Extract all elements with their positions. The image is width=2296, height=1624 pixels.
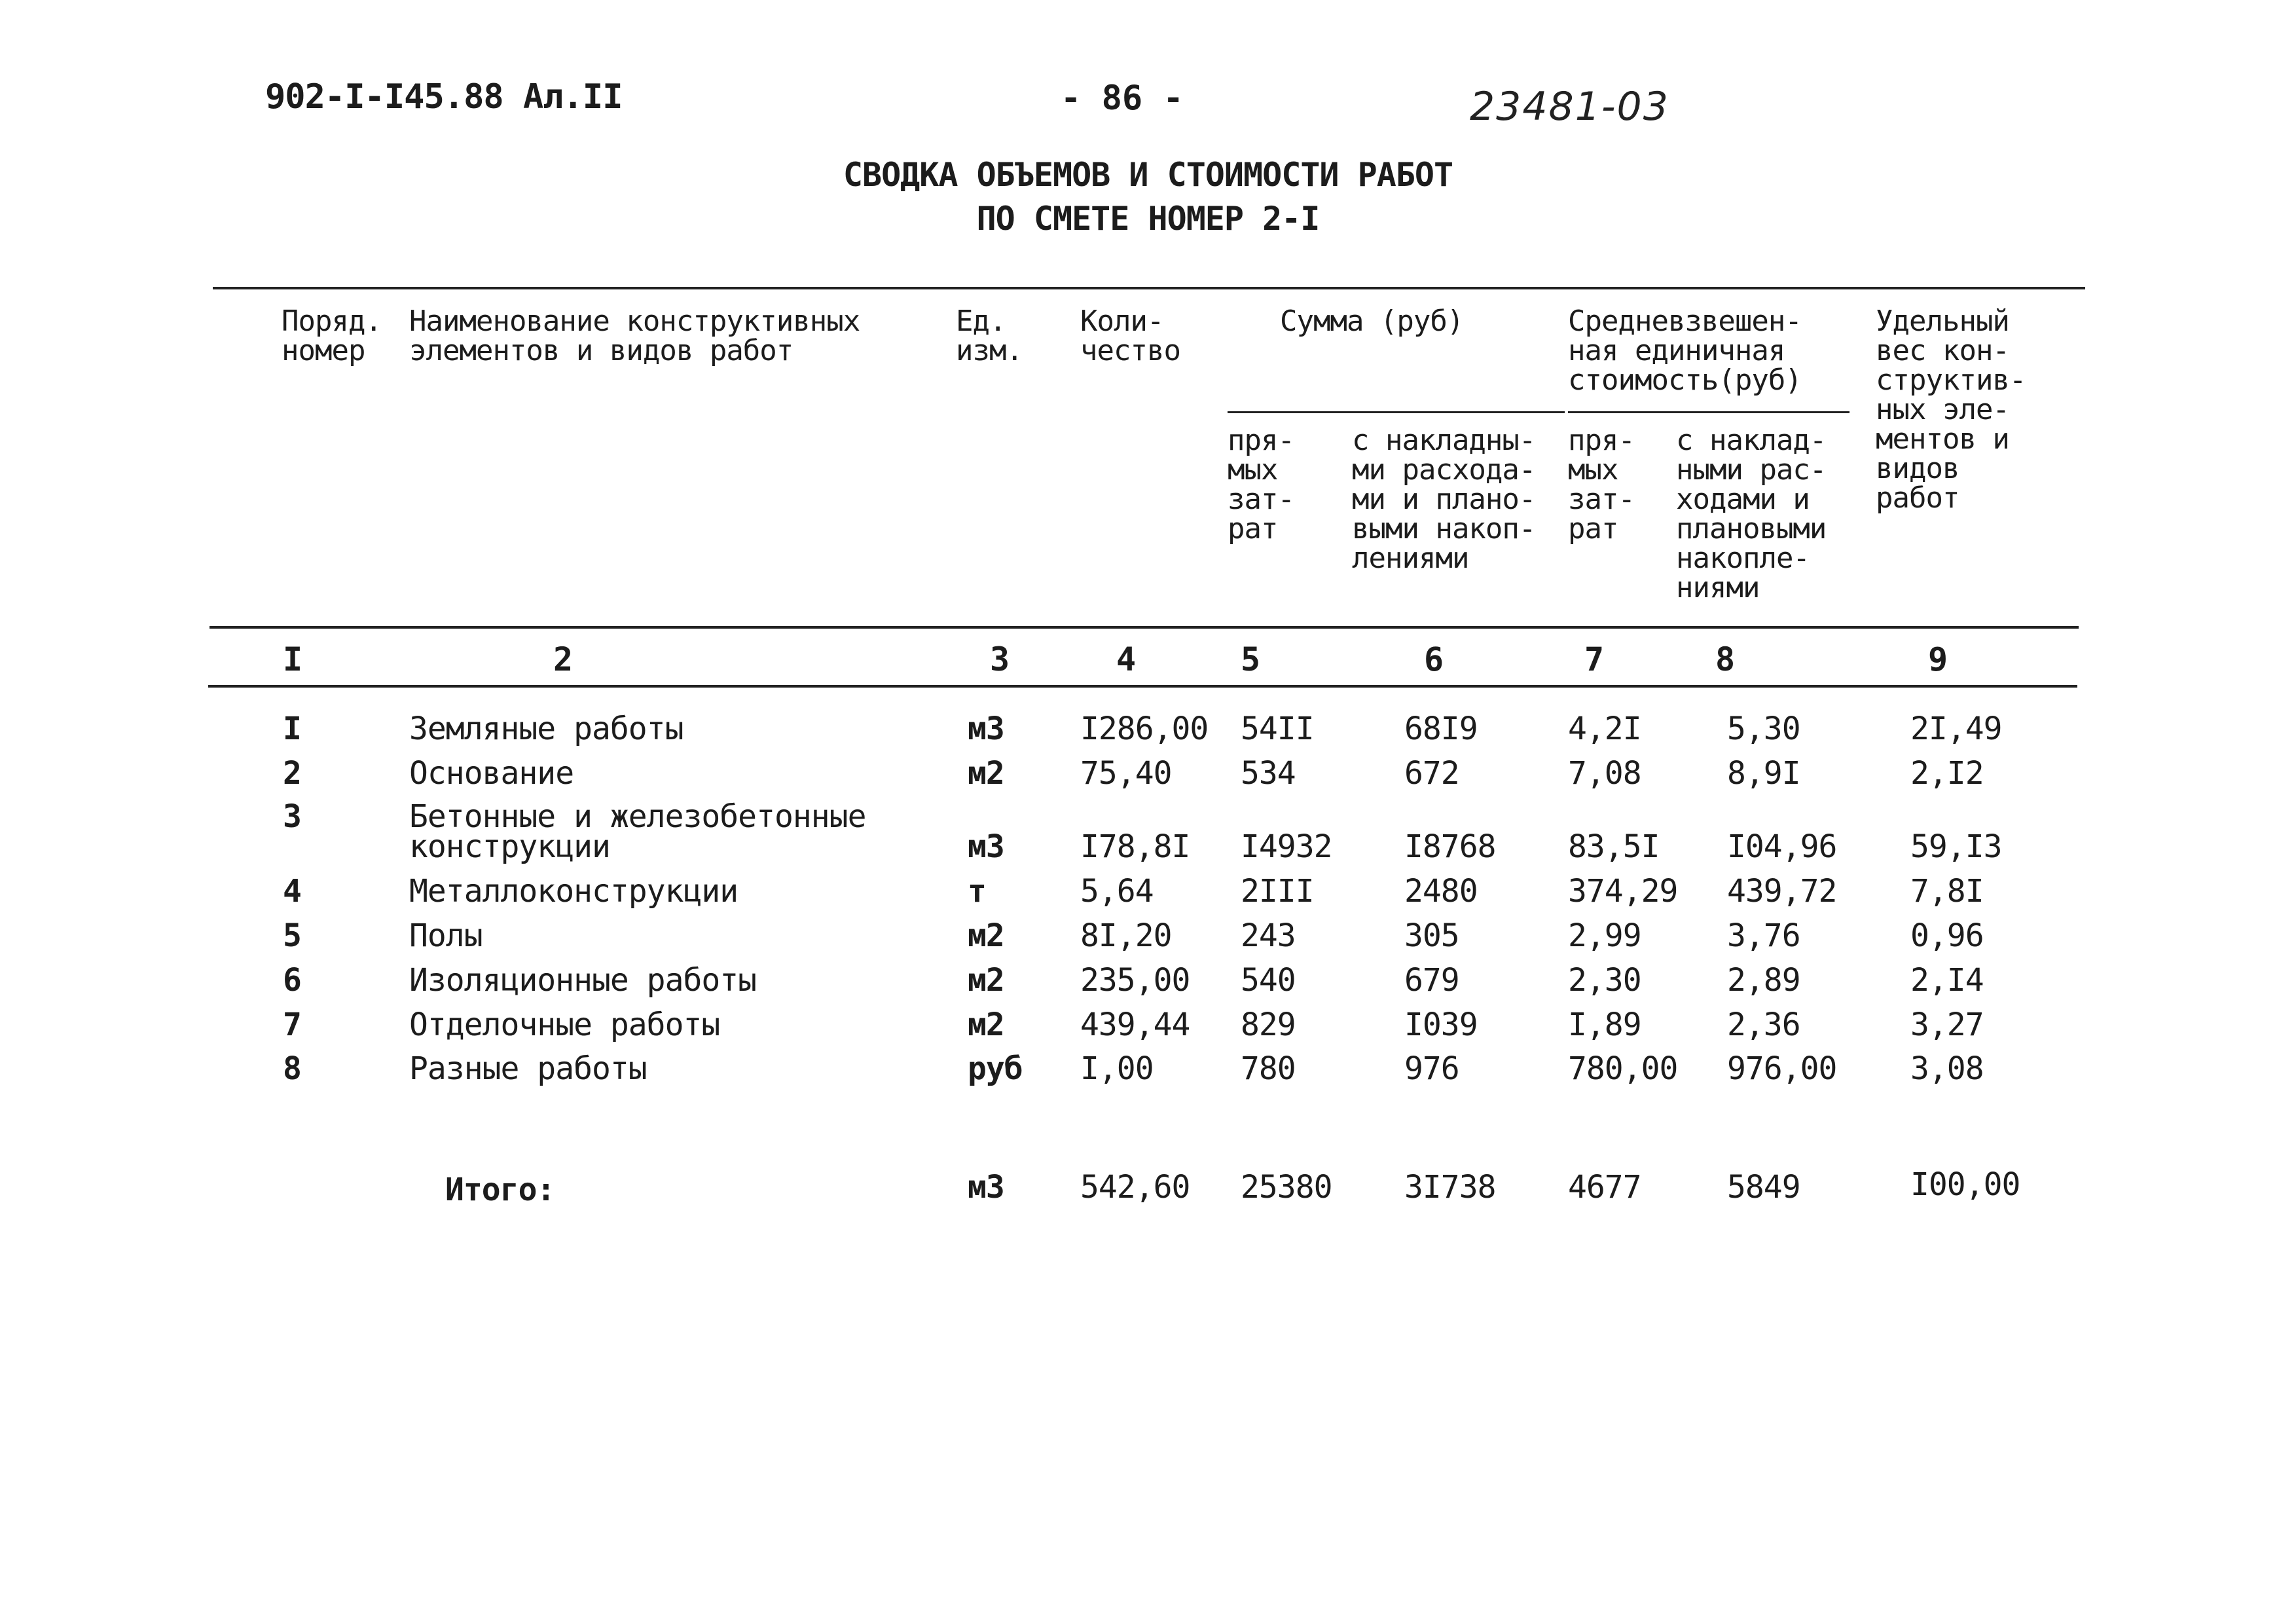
row-quantity: 75,40 — [1080, 755, 1172, 792]
row-name: Отделочные работы — [409, 1006, 720, 1043]
column-number-4: 4 — [1116, 640, 1137, 678]
row-overhead-cost: I039 — [1404, 1006, 1478, 1043]
row-name: Полы — [409, 917, 483, 954]
header-quantity: Коли- чество — [1080, 304, 1180, 367]
row-number: I — [283, 710, 301, 747]
row-unit: м3 — [968, 710, 1004, 747]
row-name: Разные работы — [409, 1050, 647, 1087]
row-unit: м2 — [968, 755, 1004, 792]
row-unit-direct-cost: I,89 — [1568, 1006, 1641, 1043]
row-overhead-cost: 679 — [1404, 962, 1459, 999]
row-unit: м2 — [968, 1006, 1004, 1043]
row-unit: руб — [968, 1050, 1023, 1087]
page-number: - 86 - — [1061, 79, 1184, 118]
row-number: 3 — [283, 798, 301, 835]
row-quantity: 5,64 — [1080, 873, 1154, 910]
row-unit: м3 — [968, 828, 1004, 865]
total-share: I00,00 — [1910, 1166, 2020, 1203]
row-quantity: 235,00 — [1080, 962, 1190, 999]
row-share: 3,08 — [1910, 1050, 1984, 1087]
row-share: 0,96 — [1910, 917, 1984, 954]
row-unit-overhead-cost: 976,00 — [1727, 1050, 1837, 1087]
row-number: 6 — [283, 962, 301, 999]
total-direct-cost: 25380 — [1241, 1169, 1332, 1206]
header-bottom-rule — [210, 626, 2079, 629]
row-quantity: I78,8I — [1080, 828, 1190, 865]
row-direct-cost: 780 — [1241, 1050, 1296, 1087]
column-number-6: 6 — [1424, 640, 1444, 678]
header-order-number: Поряд. номер — [282, 304, 382, 367]
row-unit: м2 — [968, 962, 1004, 999]
row-unit-overhead-cost: 2,89 — [1727, 962, 1800, 999]
row-unit-overhead-cost: 8,9I — [1727, 755, 1800, 792]
row-unit-overhead-cost: I04,96 — [1727, 828, 1837, 865]
header-item-name: Наименование конструктивных элементов и видов работ — [409, 304, 860, 367]
header-sum-direct: пря- мых зат- рат — [1228, 424, 1294, 545]
row-overhead-cost: I8768 — [1404, 828, 1496, 865]
row-overhead-cost: 68I9 — [1404, 710, 1478, 747]
header-sum-group: Сумма (руб) — [1280, 304, 1464, 338]
header-unit: Ед. изм. — [956, 304, 1023, 367]
row-direct-cost: 534 — [1241, 755, 1296, 792]
row-share: 7,8I — [1910, 873, 1984, 910]
total-unit-overhead-cost: 5849 — [1727, 1169, 1800, 1206]
total-label: Итого: — [445, 1172, 555, 1208]
table-top-rule — [213, 287, 2085, 289]
row-overhead-cost: 672 — [1404, 755, 1459, 792]
row-unit-direct-cost: 780,00 — [1568, 1050, 1678, 1087]
row-share: 2,I2 — [1910, 755, 1984, 792]
row-direct-cost: 2III — [1241, 873, 1314, 910]
header-avg-group: Средневзвешен- ная единичная стоимость(руб) — [1568, 304, 1802, 397]
title-line-2: ПО СМЕТЕ НОМЕР 2-I — [976, 200, 1320, 238]
row-quantity: 8I,20 — [1080, 917, 1172, 954]
row-overhead-cost: 2480 — [1404, 873, 1478, 910]
row-share: 2,I4 — [1910, 962, 1984, 999]
column-number-9: 9 — [1928, 640, 1948, 678]
row-unit: м2 — [968, 917, 1004, 954]
row-direct-cost: 540 — [1241, 962, 1296, 999]
sum-group-rule — [1228, 411, 1565, 413]
total-overhead-cost: 3I738 — [1404, 1169, 1496, 1206]
handwritten-number: 23481-03 — [1470, 84, 1669, 130]
title-line-1: СВОДКА ОБЪЕМОВ И СТОИМОСТИ РАБОТ — [843, 156, 1453, 194]
column-number-7: 7 — [1584, 640, 1605, 678]
column-number-3: 3 — [990, 640, 1010, 678]
row-name: Земляные работы — [409, 710, 683, 747]
row-share: 3,27 — [1910, 1006, 1984, 1043]
row-direct-cost: 54II — [1241, 710, 1314, 747]
row-unit-direct-cost: 374,29 — [1568, 873, 1678, 910]
row-unit-overhead-cost: 439,72 — [1727, 873, 1837, 910]
row-overhead-cost: 305 — [1404, 917, 1459, 954]
row-number: 7 — [283, 1006, 301, 1043]
row-name: Изоляционные работы — [409, 962, 757, 999]
row-name: Металлоконструкции — [409, 873, 738, 910]
row-quantity: I,00 — [1080, 1050, 1154, 1087]
row-unit-direct-cost: 2,99 — [1568, 917, 1641, 954]
column-number-8: 8 — [1715, 640, 1736, 678]
total-unit: м3 — [968, 1169, 1004, 1206]
row-number: 5 — [283, 917, 301, 954]
row-name-continued: конструкции — [409, 828, 610, 865]
column-number-1: I — [283, 640, 303, 678]
column-number-2: 2 — [553, 640, 574, 678]
header-avg-direct: пря- мых зат- рат — [1568, 424, 1635, 545]
header-share: Удельный вес кон- структив- ных эле- ментов и видов работ — [1876, 304, 2026, 515]
row-unit-direct-cost: 2,30 — [1568, 962, 1641, 999]
row-unit-overhead-cost: 3,76 — [1727, 917, 1800, 954]
row-quantity: 439,44 — [1080, 1006, 1190, 1043]
row-unit: т — [968, 873, 986, 910]
total-quantity: 542,60 — [1080, 1169, 1190, 1206]
total-unit-direct-cost: 4677 — [1568, 1169, 1641, 1206]
document-code: 902-I-I45.88 Ал.II — [265, 77, 623, 117]
row-unit-direct-cost: 83,5I — [1568, 828, 1660, 865]
row-direct-cost: I4932 — [1241, 828, 1332, 865]
row-unit-overhead-cost: 2,36 — [1727, 1006, 1800, 1043]
row-share: 59,I3 — [1910, 828, 2002, 865]
row-number: 4 — [283, 873, 301, 910]
row-quantity: I286,00 — [1080, 710, 1209, 747]
row-unit-direct-cost: 7,08 — [1568, 755, 1641, 792]
row-name: Основание — [409, 755, 574, 792]
header-sum-overhead: с накладны- ми расхода- ми и плано- выми накоп- лениями — [1352, 424, 1536, 575]
row-direct-cost: 829 — [1241, 1006, 1296, 1043]
column-numbers-rule — [208, 685, 2077, 688]
header-avg-overhead: с наклад- ными рас- ходами и плановыми накопле- ниями — [1676, 424, 1827, 604]
column-number-5: 5 — [1241, 640, 1261, 678]
row-number: 2 — [283, 755, 301, 792]
row-number: 8 — [283, 1050, 301, 1087]
row-overhead-cost: 976 — [1404, 1050, 1459, 1087]
avg-group-rule — [1568, 411, 1850, 413]
row-unit-direct-cost: 4,2I — [1568, 710, 1641, 747]
row-unit-overhead-cost: 5,30 — [1727, 710, 1800, 747]
row-share: 2I,49 — [1910, 710, 2002, 747]
row-direct-cost: 243 — [1241, 917, 1296, 954]
row-name: Бетонные и железобетонные — [409, 798, 866, 835]
